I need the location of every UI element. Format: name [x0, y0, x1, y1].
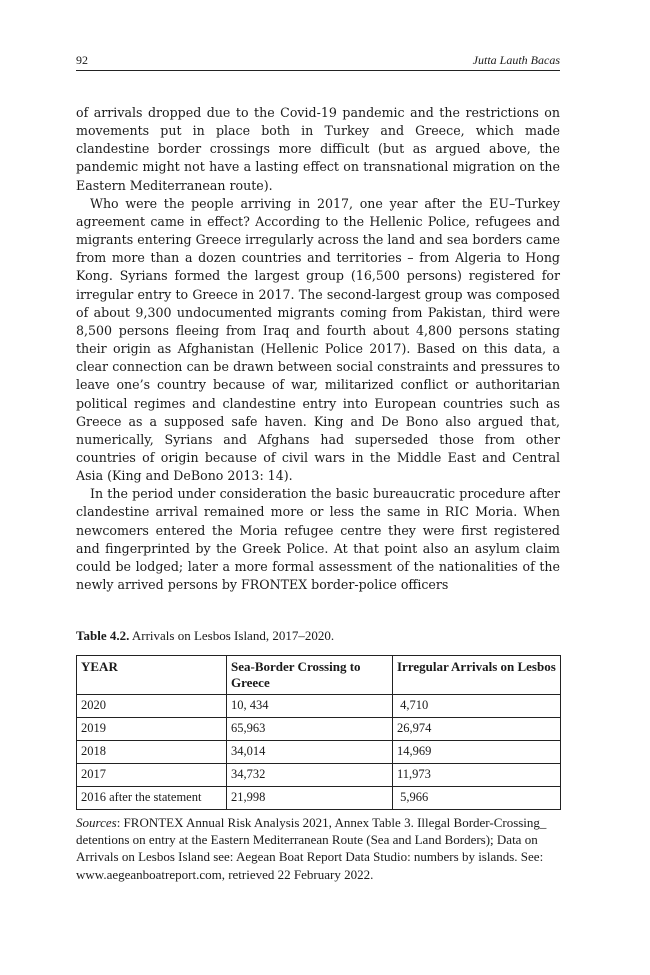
- table-row: [77, 695, 561, 718]
- cell-year: 2018: [77, 741, 227, 764]
- table-row: [77, 741, 561, 764]
- table-caption-text: Arrivals on Lesbos Island, 2017–2020.: [129, 628, 335, 643]
- table-sources-note: [76, 814, 560, 883]
- cell-lesbos: 4,710: [393, 695, 561, 718]
- table-header-row: [77, 656, 561, 695]
- sources-label: Sources: [76, 815, 117, 830]
- running-head-author: Jutta Lauth Bacas: [472, 53, 560, 67]
- cell-lesbos: 14,969: [393, 741, 561, 764]
- cell-lesbos: 26,974: [393, 718, 561, 741]
- arrivals-table: [76, 655, 561, 810]
- header-irregular-arrivals: Irregular Arrivals on Lesbos: [393, 656, 561, 695]
- table-caption: [76, 628, 560, 644]
- cell-sea-border: 34,014: [227, 741, 393, 764]
- cell-lesbos: 11,973: [393, 764, 561, 787]
- page-number: 92: [76, 53, 88, 67]
- cell-sea-border: 34,732: [227, 764, 393, 787]
- table-caption-number: Table 4.2.: [76, 628, 130, 643]
- cell-lesbos: 5,966: [393, 787, 561, 810]
- page-header: [76, 50, 560, 71]
- cell-year: 2020: [77, 695, 227, 718]
- body-text: [76, 104, 560, 594]
- table-row: [77, 718, 561, 741]
- paragraph-3: In the period under consideration the basic bureaucratic procedure after clandestine arrival remained more or less the same in RIC Moria. When newcomers entered the Moria refugee centre they were first registered and fingerprinted by the Greek Police. At that point also an asylum claim could be lodged; later a more formal assessment of the nationalities of the newly arrived persons by FRONTEX border-police officers: [76, 486, 560, 593]
- cell-sea-border: 10, 434: [227, 695, 393, 718]
- header-sea-border-crossing: Sea-Border Crossing to Greece: [227, 656, 393, 695]
- cell-year: 2017: [77, 764, 227, 787]
- sources-text: : FRONTEX Annual Risk Analysis 2021, Annex Table 3. Illegal Border-Crossing_ detentions on entry at the Eastern Mediterranean Route (Sea and Land Borders); Data on Arrivals on Lesbos Island see: Aegean Boat Report Data Studio: numbers by islands. See: www.aegeanboatreport.com, retrieved 22 February 2022.: [76, 815, 547, 882]
- cell-sea-border: 65,963: [227, 718, 393, 741]
- table-row: [77, 787, 561, 810]
- cell-sea-border: 21,998: [227, 787, 393, 810]
- paragraph-1: of arrivals dropped due to the Covid-19 pandemic and the restrictions on movements put in place both in Turkey and Greece, which made clandestine border crossings more difficult (but as argued above, the pandemic might not have a lasting effect on transnational migration on the Eastern Mediterranean route).: [76, 105, 560, 193]
- table-row: [77, 764, 561, 787]
- header-year: YEAR: [77, 656, 227, 695]
- paragraph-2: Who were the people arriving in 2017, one year after the EU–Turkey agreement came in effect? According to the Hellenic Police, refugees and migrants entering Greece irregularly across the land and sea borders came from more than a dozen countries and territories – from Algeria to Hong Kong. Syrians formed the largest group (16,500 persons) registered for irregular entry to Greece in 2017. The second-largest group was composed of about 9,300 undocumented migrants coming from Pakistan, third were 8,500 persons fleeing from Iraq and fourth about 4,800 persons stating their origin as Afghanistan (Hellenic Police 2017). Based on this data, a clear connection can be drawn between social constraints and pressures to leave one’s country because of war, militarized conflict or authoritarian political regimes and clandestine entry into European countries such as Greece as a supposed safe haven. King and De Bono also argued that, numerically, Syrians and Afghans had superseded those from other countries of origin because of civil wars in the Middle East and Central Asia (King and DeBono 2013: 14).: [76, 195, 560, 484]
- cell-year: 2019: [77, 718, 227, 741]
- cell-year: 2016 after the statement: [77, 787, 227, 810]
